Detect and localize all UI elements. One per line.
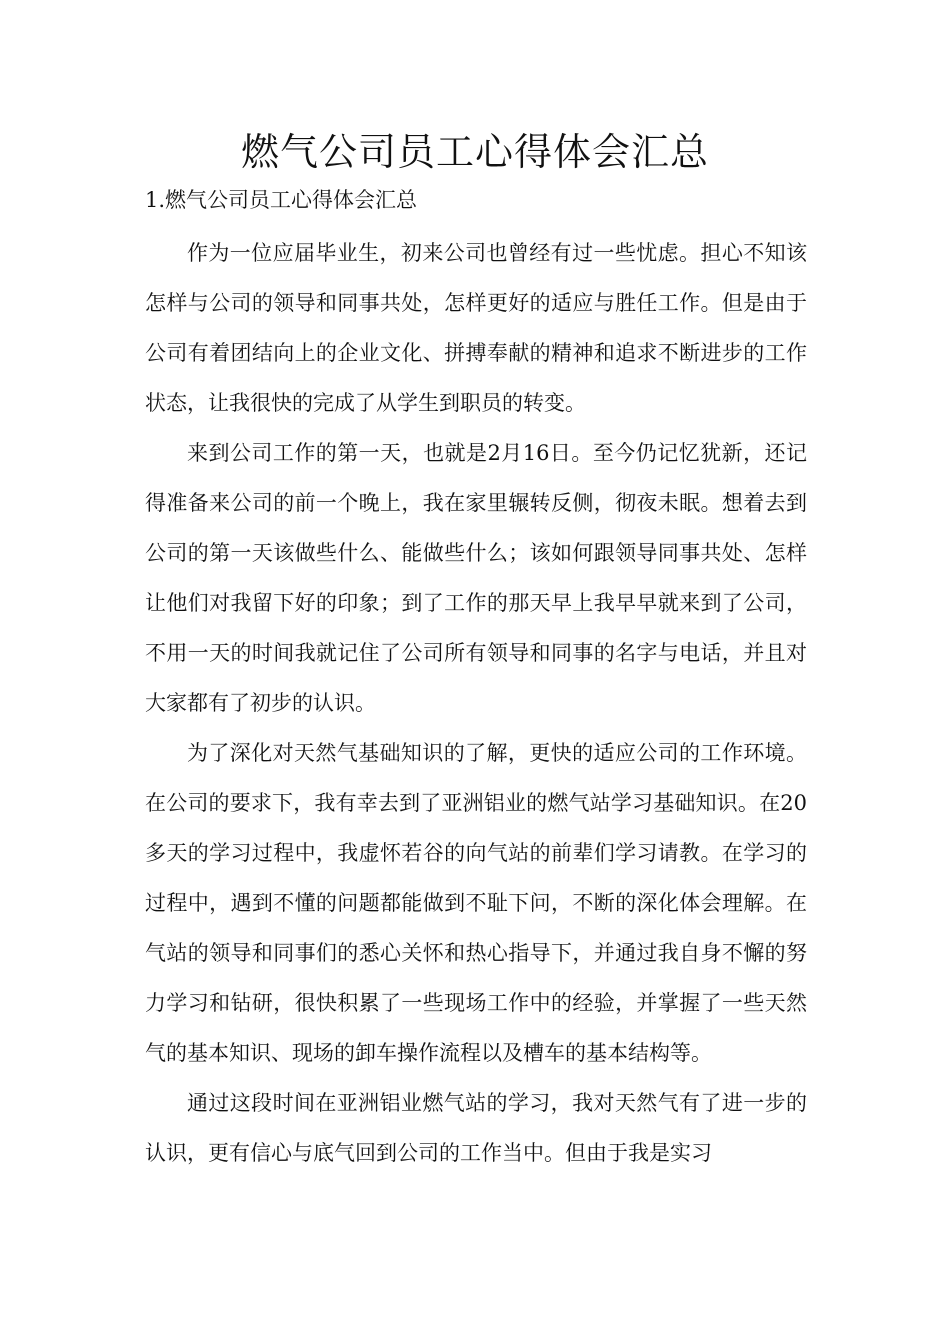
document-body <box>145 228 807 1178</box>
paragraph: 通过这段时间在亚洲铝业燃气站的学习，我对天然气有了进一步的认识，更有信心与底气回到公司的工作当中。但由于我是实习 <box>145 1091 807 1165</box>
section-heading: 1.燃气公司员工心得体会汇总 <box>145 188 418 212</box>
document-title: 燃气公司员工心得体会汇总 <box>240 130 709 174</box>
paragraph: 为了深化对天然气基础知识的了解，更快的适应公司的工作环境。在公司的要求下，我有幸去到了亚洲铝业的燃气站学习基础知识。在20多天的学习过程中，我虚怀若谷的向气站的前辈们学习请教。在学习的过程中，遇到不懂的问题都能做到不耻下问，不断的深化体会理解。在气站的领导和同事们的悉心关怀和热心指导下，并通过我自身不懈的努力学习和钻研，很快积累了一些现场工作中的经验，并掌握了一些天然气的基本知识、现场的卸车操作流程以及槽车的基本结构等。 <box>145 741 807 1065</box>
paragraph: 来到公司工作的第一天，也就是2月16日。至今仍记忆犹新，还记得准备来公司的前一个晚上，我在家里辗转反侧，彻夜未眠。想着去到公司的第一天该做些什么、能做些什么；该如何跟领导同事共处、怎样让他们对我留下好的印象；到了工作的那天早上我早早就来到了公司，不用一天的时间我就记住了公司所有领导和同事的名字与电话，并且对大家都有了初步的认识。 <box>145 441 807 715</box>
paragraph: 作为一位应届毕业生，初来公司也曾经有过一些忧虑。担心不知该怎样与公司的领导和同事共处，怎样更好的适应与胜任工作。但是由于公司有着团结向上的企业文化、拼搏奉献的精神和追求不断进步的工作状态，让我很快的完成了从学生到职员的转变。 <box>145 241 807 415</box>
